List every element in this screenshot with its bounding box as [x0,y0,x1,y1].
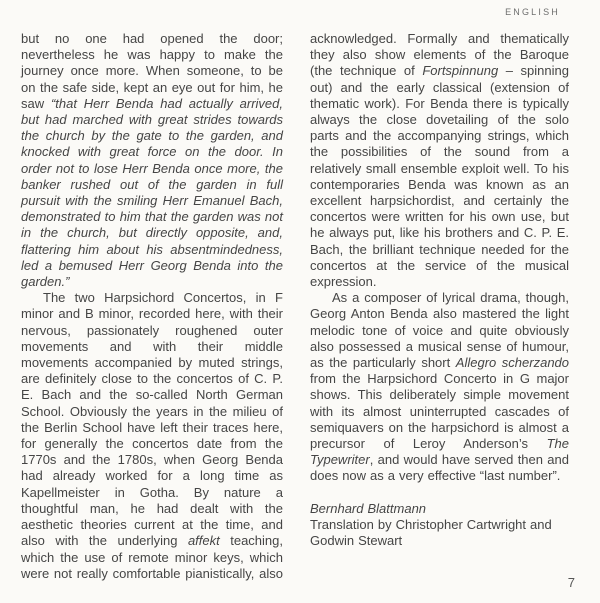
italic-text-segment: “that Herr Benda had actually arrived, but had marched with great strides towards the church by the gate to the garden, and knocked with great force on the door. In order not to lose Herr Benda once more, the banker rushed out of the garden in full pursuit with the smiling Herr Emanuel Bach, demonstrated to him that the garden was not in the church, but directly opposite, and, flattering him about his absentmindedness, led a bemused Herr Georg Benda into the garden.” [21,95,283,290]
paragraph [310,31,569,290]
left-text-column [21,31,283,582]
text-segment: , and would have served then and does now as a very effective “last number”. [310,452,569,484]
paragraph [21,31,283,290]
author-credit [310,501,569,517]
text-segment: As a composer of lyrical drama, though, Georg Anton Benda also mastered the light melodic tone of voice and quite obviously also possessed a musical sense of humour, as the particularly short [310,290,569,371]
paragraph [310,290,569,484]
italic-text-segment: affekt [187,533,220,549]
italic-text-segment: The Typewriter [310,436,569,468]
text-segment: The two Harpsichord Concertos, in F minor and B minor, recorded here, with their nervous, passionately roughened outer movements and with their middle movements accompanied by muted strings, are definitely close to the concertos of C. P. E. Bach and the so-called North German School. Obviously the years in the milieu of the Berlin School have left their traces here, for generally the concertos date from the 1770s and the 1780s, when Georg Benda had already worked for a long time as Kapellmeister in Gotha. By nature a thoughtful man, he had dealt with the aesthetic theories current at the time, and also with the underlying [21,290,283,549]
italic-text-segment: Fortspinnung [422,63,499,79]
text-columns [21,31,569,582]
paragraph [21,290,283,582]
text-segment: teaching, which the use of remote minor keys, which were not really comfortable pianistically, also [21,533,283,581]
text-segment: acknowledged. Formally and thematically they also show elements of the Baroque (the technique of [310,31,569,79]
text-segment: Translation by Christopher Cartwright and Godwin Stewart [310,516,552,549]
italic-text-segment: Allegro scherzando [455,355,570,371]
italic-text-segment: Bernhard Blattmann [310,500,427,516]
text-segment: but no one had opened the door; nevertheless he was happy to make the journey once more. When someone, to be on the safe side, kept an eye out for him, he saw [21,31,283,111]
text-segment: from the Harpsichord Concerto in G major shows. This deliberately simple movement with its almost uninterrupted cascades of semiquavers on the harpsichord is almost a precursor of Leroy Anderson’s [310,371,569,452]
translation-credit [310,517,569,549]
language-header-label: ENGLISH [505,7,560,17]
text-segment: – spinning out) and the early classical (extension of thematic work). For Benda there is typically always the close dovetailing of the solo parts and the accompanying strings, which the possibilities of the sound from a relatively small ensemble exploit well. To his contemporaries Benda was known as an excellent harpsichordist, and certainly the concertos were written for his own use, but he always put, like his brothers and C. P. E. Bach, the brilliant technique needed for the concertos at the service of the musical expression. [310,63,569,290]
right-text-column [310,31,569,582]
page-number: 7 [567,575,575,590]
